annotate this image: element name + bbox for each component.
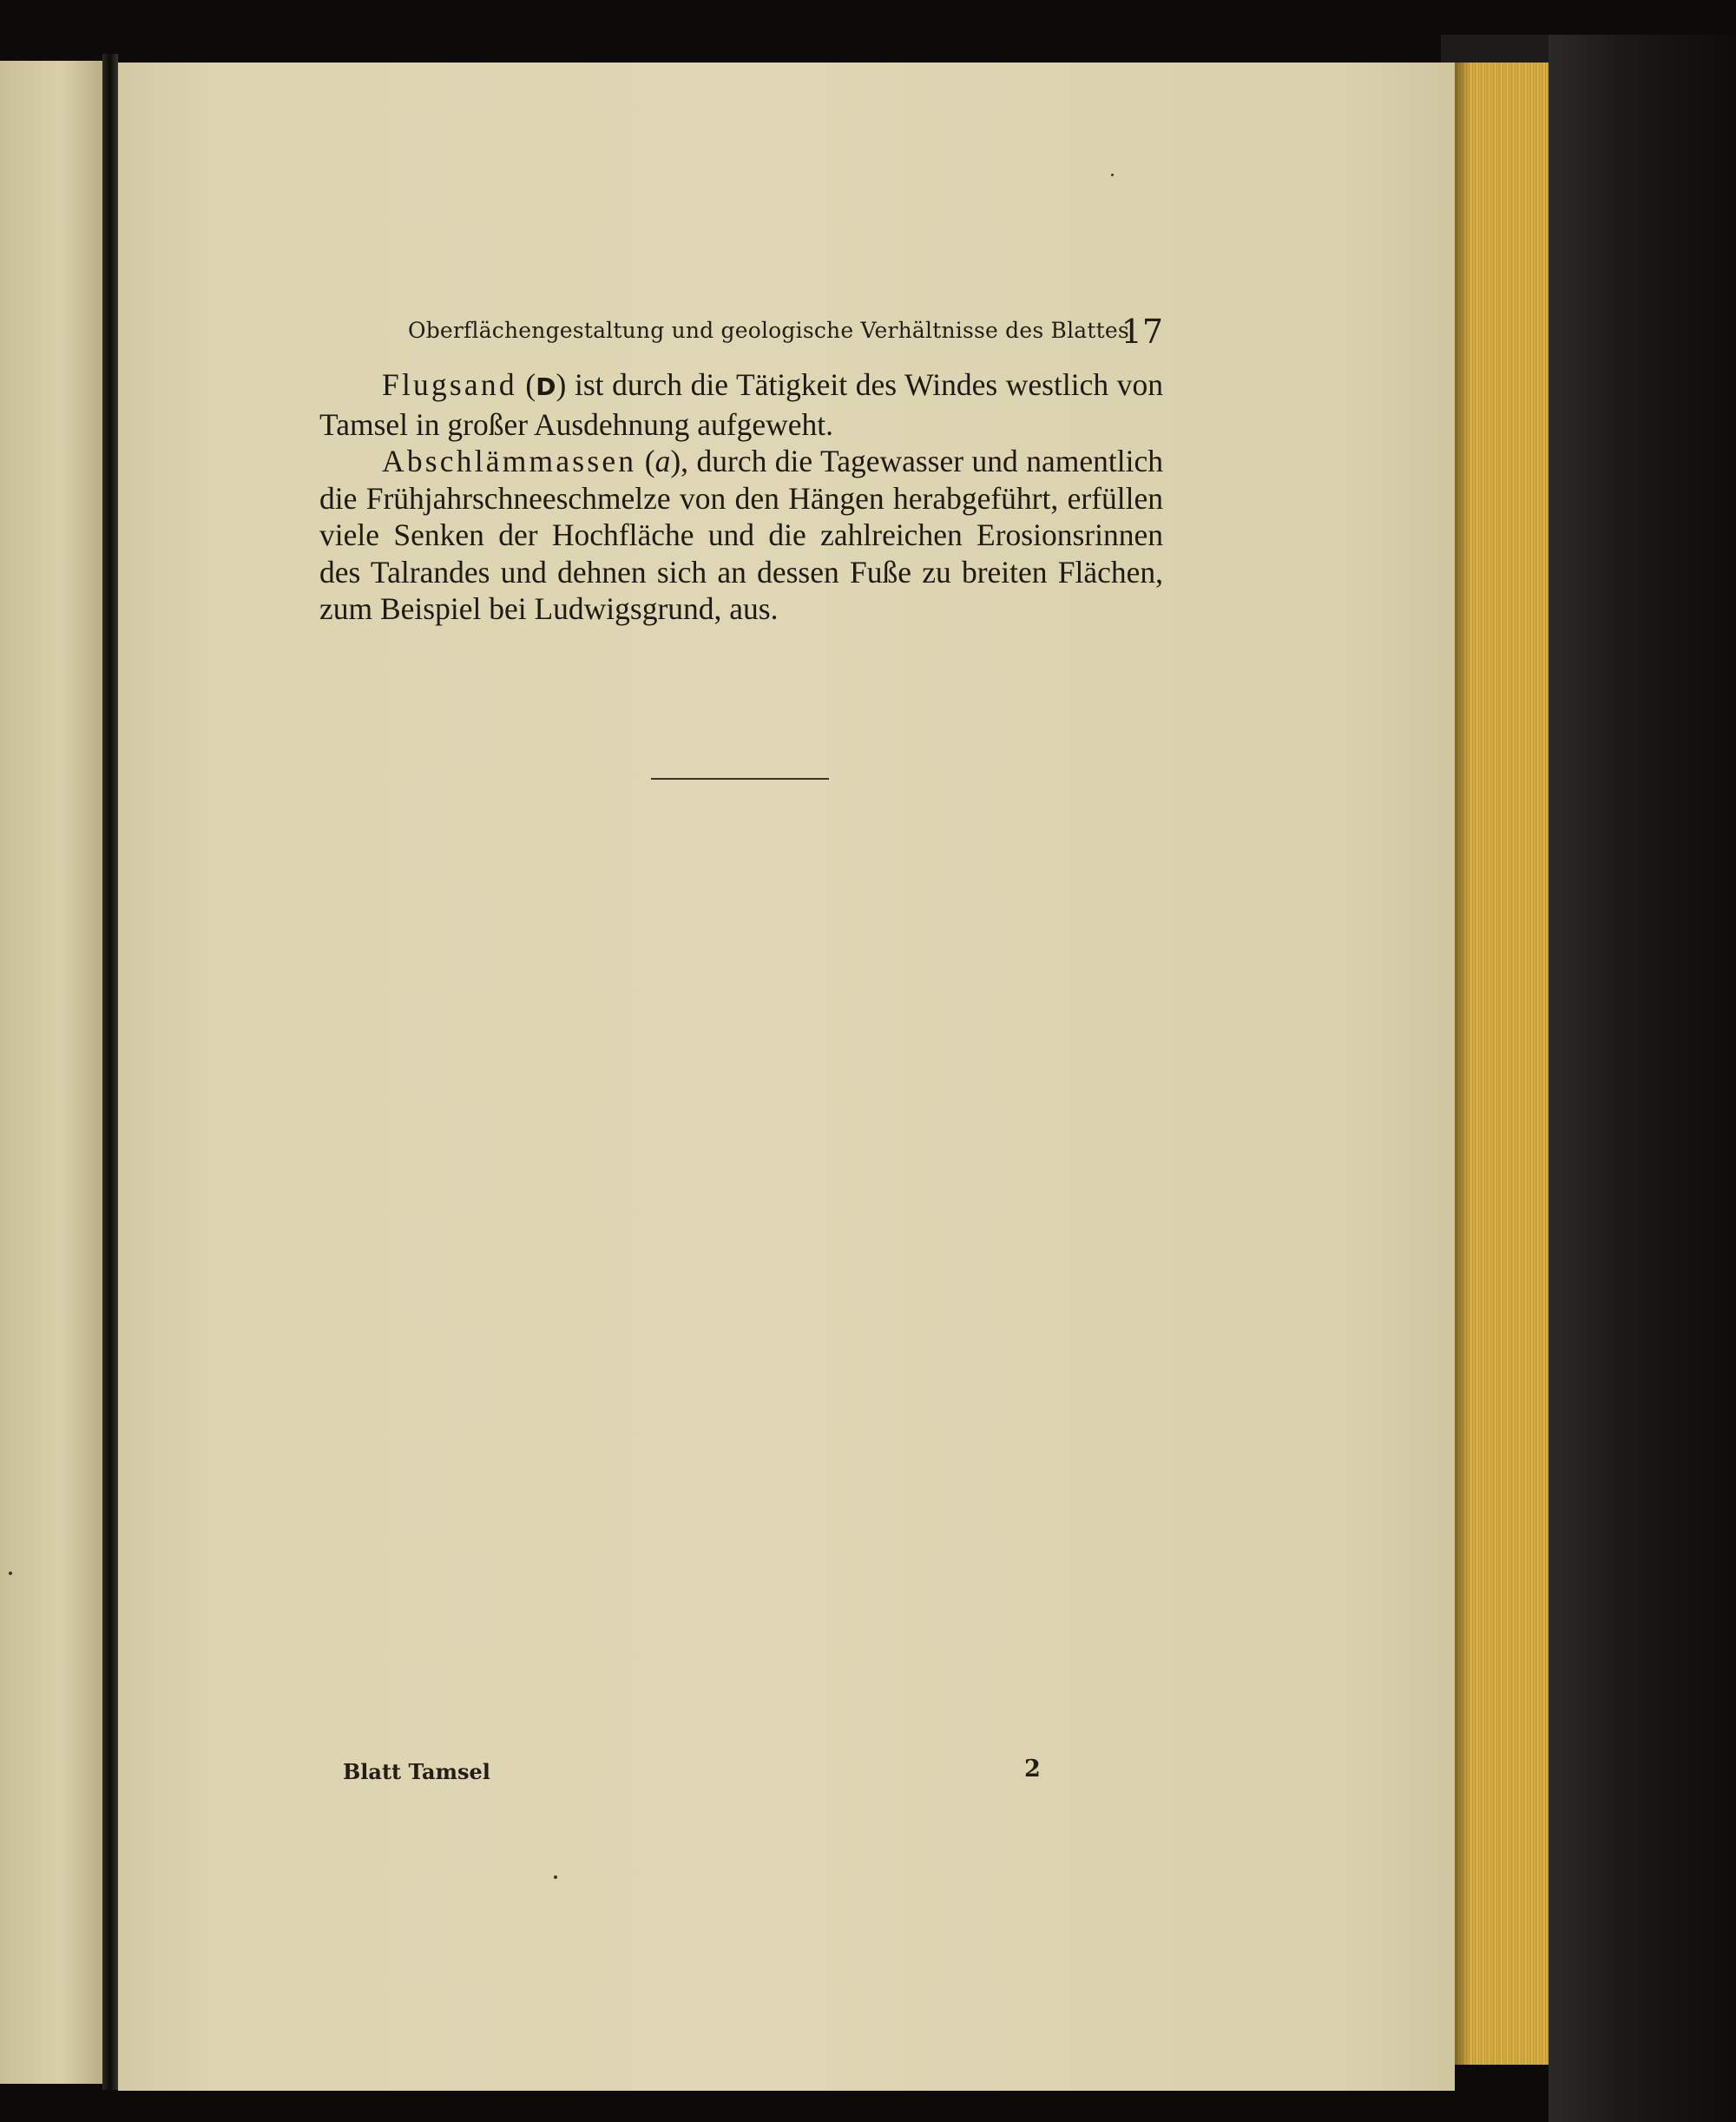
paper-speck [554,1875,557,1879]
map-symbol-a: a [654,444,671,478]
footer-sheet-name: Blatt Tamsel [343,1759,490,1784]
paragraph-flugsand [319,366,1163,443]
paren-open: ( [636,444,655,478]
map-symbol-d: D [536,372,556,401]
paren-close: ) [556,367,567,402]
paragraph-abschlaemmassen [319,443,1163,628]
body-text [319,366,1163,628]
footer-signature-number: 2 [1024,1756,1041,1783]
term-abschlaemmassen: Abschlämmassen [382,444,637,478]
paper-speck [9,1572,12,1575]
running-head-title: Oberflächengestaltung und geologische Verhältnisse des Blattes [408,318,1129,343]
page-edges-shadow [1455,63,1470,2065]
paren-open: ( [516,367,536,402]
book-gutter [102,54,118,2090]
paren-close: ), [670,444,689,478]
book-cover-edge [1549,35,1736,2122]
left-page-edge [0,61,102,2084]
running-head [408,313,1163,356]
paper-speck [1111,174,1114,176]
term-flugsand: Flugsand [382,367,517,402]
page-number: 17 [1121,313,1163,351]
section-end-rule [651,778,829,780]
paragraph-abschlaemmassen-text: durch die Tagewasser und namentlich die Frühjahrschneeschmelze von den Hängen herabgeführt, erfüllen viele Senken der Hochfläche und die zahlreichen Erosionsrinnen des Talrandes und dehnen sich an dessen Fuße zu breiten Flächen, zum Beispiel bei Ludwigsgrund, aus. [319,444,1163,626]
paragraph-flugsand-text: ist durch die Tätigkeit des Windes westlich von Tamsel in großer Ausdehnung aufgeweht. [319,367,1163,442]
